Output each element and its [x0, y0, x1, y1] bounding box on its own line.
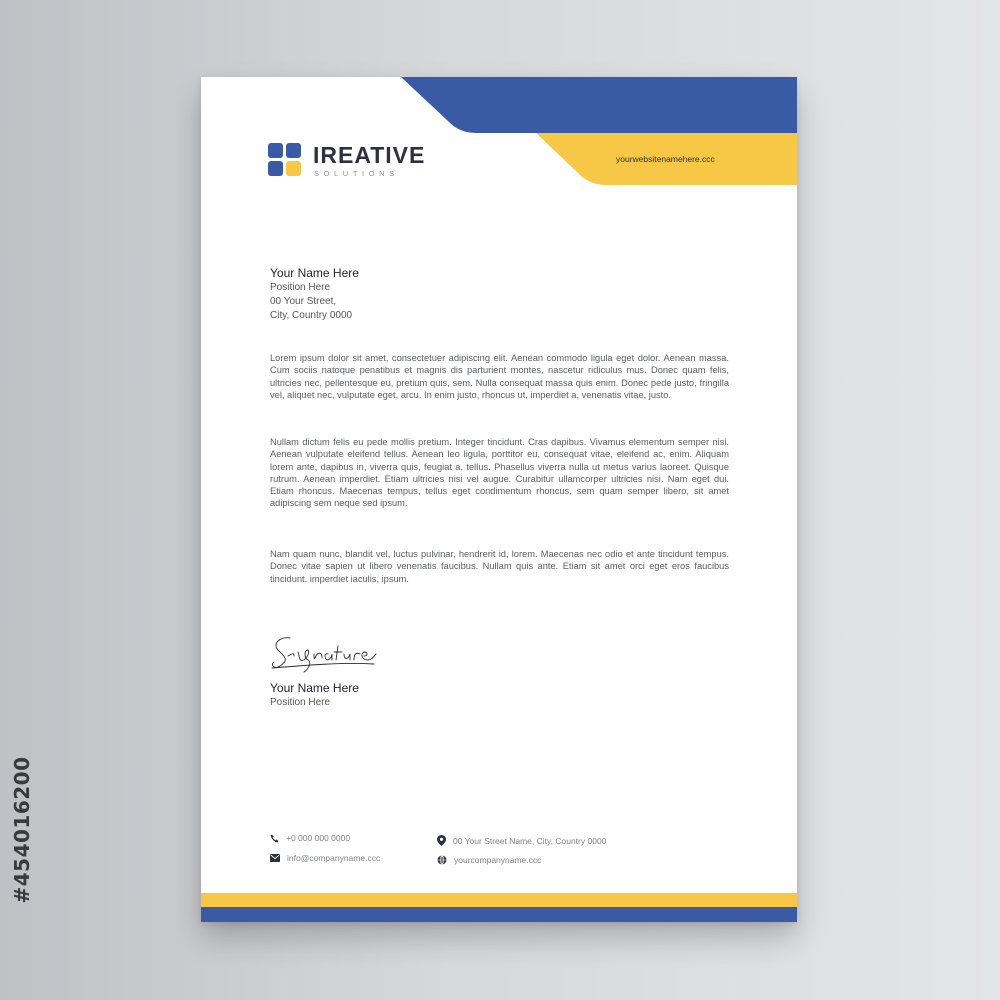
- sender-city: City, Country 0000: [270, 310, 353, 321]
- closing-block: [270, 681, 359, 710]
- body-paragraph-1: Lorem ipsum dolor sit amet, consectetuer adipiscing elit. Aenean commodo ligula eget dolor. Aenean massa. Cum sociis natoque penatibus et magnis dis parturient montes, nascetur ridiculus mus. Donec quam felis, ultricies nec, pellentesque eu, pretium quis, sem. Nulla consequat massa quis enim. Donec pede justo, fringilla vel, aliquet nec, vulputate eget, arcu. In enim justo, rhoncus ut, imperdiet a, venenatis vitae, justo.: [270, 353, 729, 400]
- phone-icon: [270, 834, 279, 843]
- footer-yellow-band: [201, 893, 797, 907]
- letterhead-page: [201, 77, 797, 922]
- globe-icon: [437, 855, 447, 865]
- stock-id-label: [4, 756, 40, 904]
- location-pin-icon: [437, 835, 446, 846]
- closing-position: Position Here: [270, 697, 331, 708]
- contact-web: [437, 855, 541, 865]
- contact-address: [437, 835, 606, 846]
- sender-block: [270, 266, 359, 323]
- company-tagline: SOLUTIONS: [314, 169, 399, 178]
- web-text: yourcompanyname.ccc: [454, 855, 542, 865]
- stock-id-text: #454016200: [10, 756, 34, 904]
- website-text: yourwebsitenamehere.ccc: [616, 154, 715, 164]
- logo-squares-icon: [268, 143, 302, 177]
- contact-email: [270, 853, 380, 863]
- email-icon: [270, 854, 280, 862]
- closing-name: Your Name Here: [270, 681, 359, 695]
- body-paragraph-3: Nam quam nunc, blandit vel, luctus pulvinar, hendrerit id, lorem. Maecenas nec odio et ante tincidunt tempus. Donec vitae sapien ut libero venenatis faucibus. Nullam quis ante. Etiam sit amet orci eget eros faucibus tincidunt. imperdiet iaculis, ipsum.: [270, 549, 729, 584]
- email-text: info@companyname.ccc: [287, 853, 381, 863]
- sender-position: Position Here: [270, 282, 331, 293]
- contact-phone: [270, 833, 350, 843]
- sender-street: 00 Your Street,: [270, 296, 337, 307]
- company-name: IREATIVE: [313, 142, 426, 168]
- body-paragraph-2: Nullam dictum felis eu pede mollis pretium. Integer tincidunt. Cras dapibus. Vivamus elementum semper nisi. Aenean vulputate eleifend tellus. Aenean leo ligula, porttitor eu, consequat vitae, eleifend ac, enim. Aliquam lorem ante, dapibus in, viverra quis, feugiat a, tellus. Phasellus viverra nulla ut metus varius laoreet. Quisque rutrum. Aenean imperdiet. Etiam ultricies nisi vel augue. Curabitur ullamcorper ultricies nisi. Nam eget dui. Etiam rhoncus. Maecenas tempus, tellus eget condimentum rhoncus, sem quam semper libero, sit amet adipiscing sem neque sed ipsum.: [270, 437, 729, 509]
- sender-name: Your Name Here: [270, 266, 359, 280]
- phone-text: +0 000 000 0000: [286, 833, 351, 843]
- footer-blue-band: [201, 907, 797, 922]
- company-logo: [268, 141, 508, 185]
- address-text: 00 Your Street Name, City, Country 0000: [453, 835, 607, 846]
- handwritten-signature: [268, 632, 380, 674]
- header-blue-band: [401, 77, 797, 133]
